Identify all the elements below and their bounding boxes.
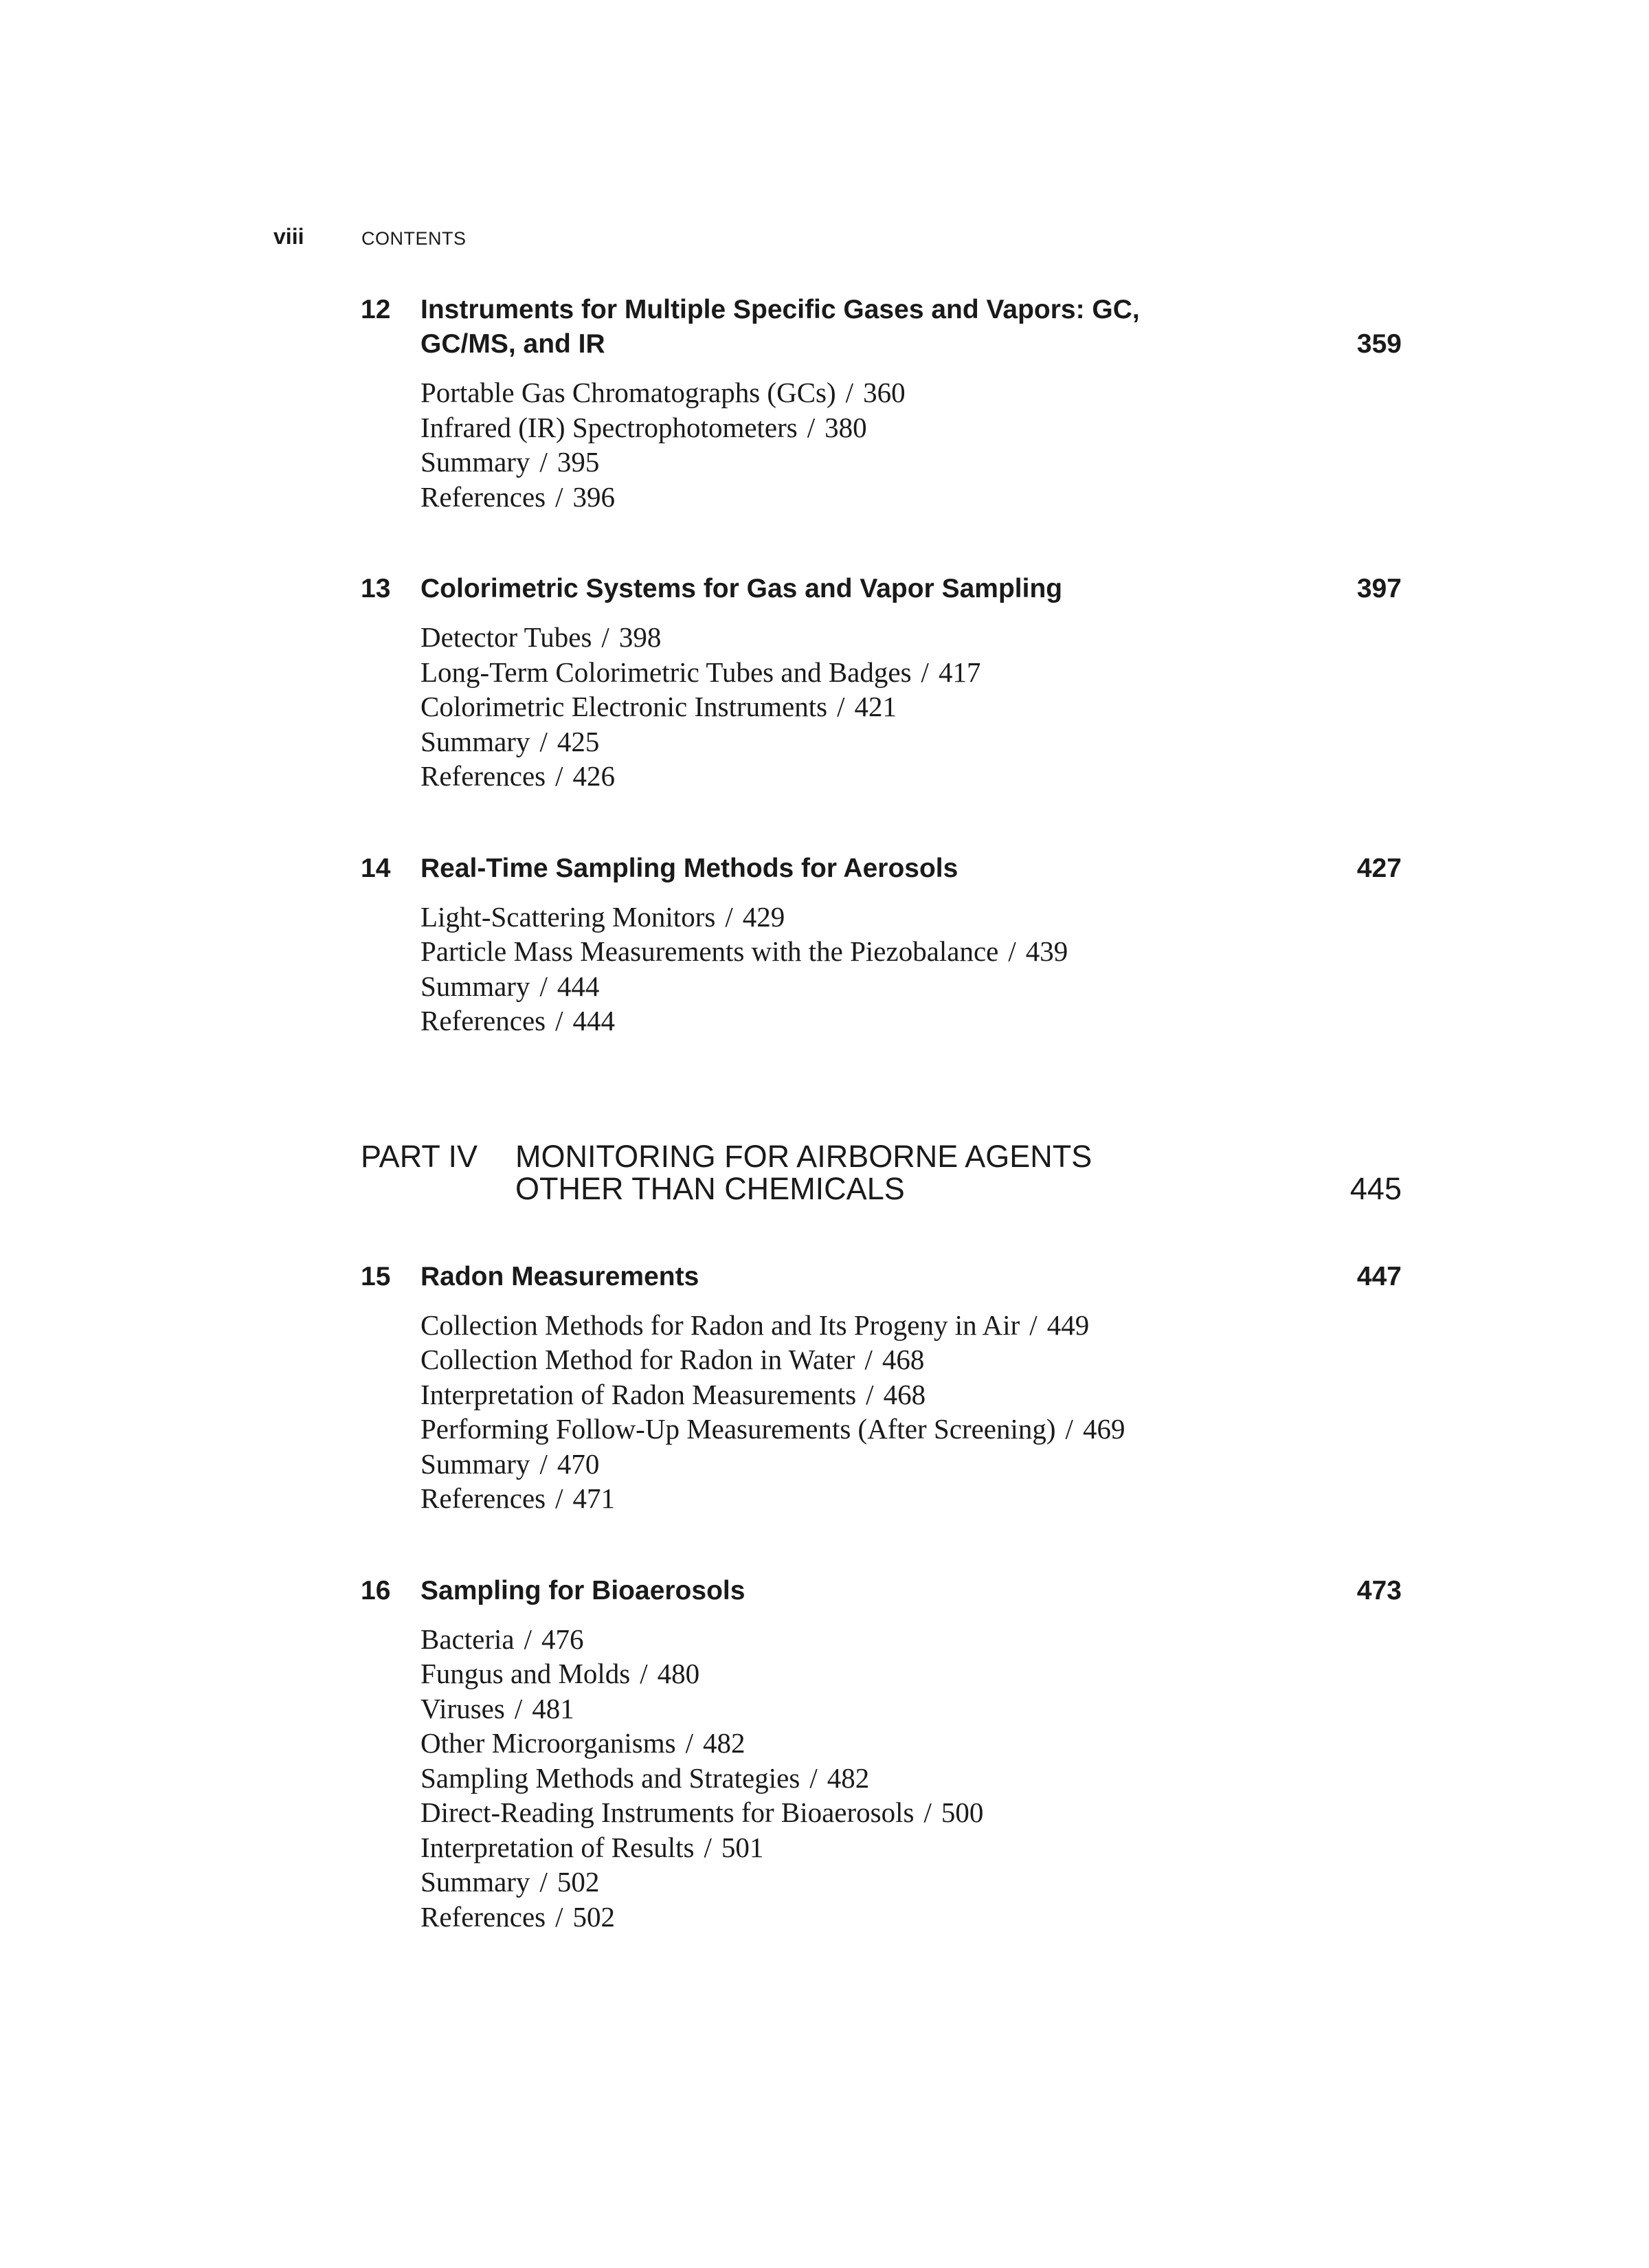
section-title: Viruses — [420, 1692, 505, 1724]
section-page: 439 — [1025, 935, 1068, 967]
chapter-page-number: 447 — [1356, 1261, 1402, 1291]
section-title: Summary — [420, 446, 530, 478]
separator: / — [555, 1900, 563, 1933]
chapter-15 — [361, 1260, 1402, 1516]
separator: / — [725, 900, 733, 933]
section-page: 480 — [657, 1658, 700, 1689]
section-title: Summary — [420, 970, 530, 1002]
section-page: 396 — [572, 480, 616, 513]
separator: / — [1008, 935, 1016, 967]
chapter-heading — [361, 293, 1402, 362]
section-entry — [420, 1447, 1402, 1482]
separator: / — [864, 1344, 873, 1375]
section-entry — [420, 655, 1402, 690]
chapter-14 — [361, 852, 1402, 1038]
section-page: 468 — [883, 1378, 926, 1410]
section-entry — [420, 1900, 1402, 1935]
section-title: Light-Scattering Monitors — [420, 900, 716, 933]
part-label: PART IV — [361, 1138, 478, 1174]
section-page: 421 — [854, 691, 897, 722]
section-page: 481 — [532, 1692, 574, 1724]
separator: / — [704, 1831, 712, 1863]
separator: / — [539, 725, 548, 757]
section-list — [420, 1622, 1402, 1935]
section-title: Infrared (IR) Spectrophotometers — [420, 411, 798, 443]
section-title: Particle Mass Measurements with the Piezobalance — [420, 935, 999, 967]
section-page: 471 — [572, 1482, 616, 1514]
section-title: Sampling Methods and Strategies — [420, 1761, 800, 1794]
section-entry — [420, 1865, 1402, 1900]
section-entry — [420, 1656, 1402, 1691]
section-entry — [420, 620, 1402, 655]
section-entry — [420, 759, 1402, 794]
separator: / — [539, 1447, 548, 1480]
chapter-heading — [361, 1260, 1402, 1294]
section-page: 476 — [541, 1623, 584, 1655]
section-entry — [420, 1795, 1402, 1830]
separator: / — [809, 1761, 818, 1794]
section-title: Collection Methods for Radon and Its Progeny in Air — [420, 1309, 1020, 1341]
separator: / — [555, 760, 563, 792]
section-list — [420, 375, 1402, 514]
section-title: Bacteria — [420, 1623, 515, 1655]
section-title: References — [420, 760, 546, 792]
section-page: 417 — [938, 656, 981, 688]
chapter-12 — [361, 293, 1402, 514]
section-page: 380 — [824, 411, 867, 443]
separator: / — [539, 1866, 548, 1898]
separator: / — [921, 656, 929, 688]
section-page: 429 — [742, 900, 785, 933]
chapter-number: 15 — [361, 1261, 391, 1291]
separator: / — [640, 1658, 648, 1689]
chapter-heading — [361, 852, 1402, 886]
section-entry — [420, 1481, 1402, 1516]
section-page: 395 — [557, 446, 600, 478]
part-title-line: MONITORING FOR AIRBORNE AGENTS — [515, 1138, 1092, 1174]
separator: / — [555, 1005, 563, 1036]
section-page: 449 — [1046, 1309, 1090, 1341]
section-title: Summary — [420, 1866, 530, 1898]
section-page: 360 — [863, 377, 906, 408]
section-page: 500 — [941, 1797, 984, 1828]
section-entry — [420, 900, 1402, 935]
section-page: 444 — [557, 970, 600, 1002]
part-title-line: OTHER THAN CHEMICALS — [515, 1170, 905, 1206]
chapter-heading — [361, 1574, 1402, 1608]
section-title: Detector Tubes — [420, 621, 592, 653]
section-page: 444 — [572, 1005, 616, 1036]
section-entry — [420, 1003, 1402, 1038]
section-title: Summary — [420, 1447, 530, 1480]
running-head-label: CONTENTS — [361, 228, 467, 249]
separator: / — [539, 970, 548, 1002]
chapter-13 — [361, 572, 1402, 794]
section-title: Direct-Reading Instruments for Bioaerosols — [420, 1797, 915, 1828]
separator: / — [807, 411, 816, 443]
separator: / — [524, 1623, 532, 1655]
section-entry — [420, 375, 1402, 410]
section-page: 482 — [703, 1727, 745, 1759]
part-heading — [361, 1140, 1402, 1205]
separator: / — [555, 1482, 563, 1514]
chapter-page-number: 427 — [1356, 853, 1402, 883]
section-entry — [420, 969, 1402, 1004]
section-page: 482 — [827, 1761, 870, 1794]
chapter-page-number: 473 — [1356, 1575, 1402, 1605]
separator: / — [539, 446, 548, 478]
section-page: 469 — [1082, 1413, 1125, 1445]
chapter-title-line: GC/MS, and IR — [420, 329, 605, 359]
separator: / — [555, 480, 563, 513]
section-entry — [420, 689, 1402, 724]
section-title: References — [420, 1900, 546, 1933]
section-title: Long-Term Colorimetric Tubes and Badges — [420, 656, 912, 688]
section-title: Summary — [420, 725, 530, 757]
section-title: Collection Method for Radon in Water — [420, 1344, 855, 1375]
chapter-number: 13 — [361, 574, 391, 603]
chapter-page-number: 397 — [1356, 574, 1402, 603]
separator: / — [923, 1797, 932, 1828]
section-page: 470 — [557, 1447, 600, 1480]
section-title: References — [420, 480, 546, 513]
section-entry — [420, 480, 1402, 515]
section-page: 502 — [572, 1900, 616, 1933]
chapter-16 — [361, 1574, 1402, 1935]
section-page: 425 — [557, 725, 600, 757]
section-page: 502 — [557, 1866, 600, 1898]
separator: / — [601, 621, 609, 653]
section-page: 398 — [618, 621, 662, 653]
section-page: 468 — [882, 1344, 925, 1375]
section-entry — [420, 1377, 1402, 1412]
chapter-number: 12 — [361, 295, 391, 324]
section-page: 426 — [572, 760, 616, 792]
page-folio: viii — [273, 224, 304, 249]
section-title: Fungus and Molds — [420, 1658, 631, 1689]
section-entry — [420, 1412, 1402, 1447]
section-title: References — [420, 1482, 546, 1514]
section-entry — [420, 445, 1402, 480]
section-entry — [420, 1830, 1402, 1865]
section-title: Performing Follow-Up Measurements (After Screening) — [420, 1413, 1056, 1445]
section-entry — [420, 724, 1402, 759]
chapter-title-line: Sampling for Bioaerosols — [420, 1575, 745, 1605]
section-list — [420, 1308, 1402, 1516]
chapter-title-line: Instruments for Multiple Specific Gases and Vapors: GC, — [420, 295, 1140, 324]
section-title: References — [420, 1005, 546, 1036]
chapter-page-number: 359 — [1356, 329, 1402, 359]
section-entry — [420, 1761, 1402, 1796]
section-title: Interpretation of Results — [420, 1831, 695, 1863]
section-entry — [420, 1342, 1402, 1377]
section-list — [420, 620, 1402, 794]
separator: / — [685, 1727, 694, 1759]
section-title: Colorimetric Electronic Instruments — [420, 691, 828, 722]
separator: / — [514, 1692, 523, 1724]
section-title: Other Microorganisms — [420, 1727, 676, 1759]
section-entry — [420, 1726, 1402, 1761]
chapter-number: 14 — [361, 853, 391, 883]
section-title: Portable Gas Chromatographs (GCs) — [420, 377, 836, 408]
chapter-title-line: Radon Measurements — [420, 1261, 699, 1291]
separator: / — [845, 377, 854, 408]
chapter-number: 16 — [361, 1575, 391, 1605]
part-page-number: 445 — [1349, 1170, 1402, 1206]
section-page: 501 — [721, 1831, 764, 1863]
chapter-title-line: Real-Time Sampling Methods for Aerosols — [420, 853, 958, 883]
section-entry — [420, 410, 1402, 445]
separator: / — [866, 1378, 874, 1410]
section-entry — [420, 934, 1402, 969]
section-entry — [420, 1691, 1402, 1726]
chapter-title-line: Colorimetric Systems for Gas and Vapor Sampling — [420, 574, 1063, 603]
separator: / — [837, 691, 845, 722]
separator: / — [1029, 1309, 1037, 1341]
separator: / — [1065, 1413, 1073, 1445]
table-of-contents — [361, 293, 1402, 1934]
section-entry — [420, 1308, 1402, 1343]
section-title: Interpretation of Radon Measurements — [420, 1378, 857, 1410]
chapter-heading — [361, 572, 1402, 606]
section-list — [420, 900, 1402, 1038]
section-entry — [420, 1622, 1402, 1657]
